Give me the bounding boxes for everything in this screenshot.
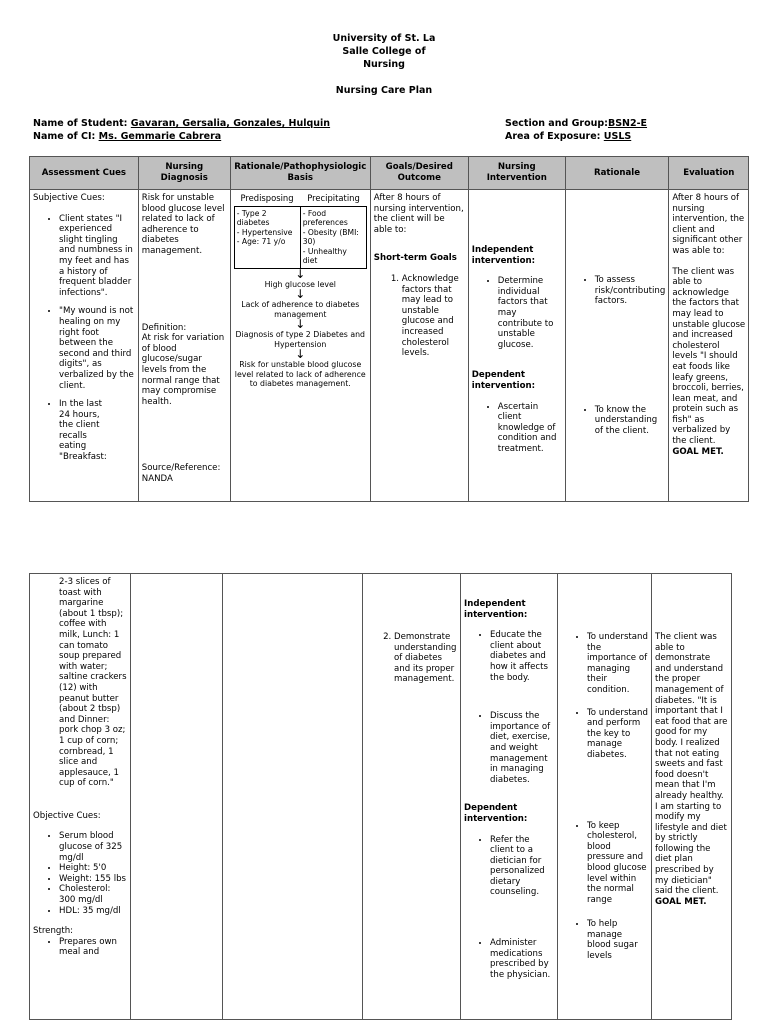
- intervention-3: • Educate the client about diabetes and how it affects the body.: [490, 630, 554, 683]
- evaluation-intro: After 8 hours of nursing intervention, the client and significant other was able to:: [672, 193, 745, 256]
- flow-step-1: High glucose level: [264, 279, 336, 289]
- flow-arrow-icon: ↓: [295, 317, 306, 332]
- dependent-intervention-label: Dependent intervention:: [464, 803, 528, 824]
- goal-met-1: GOAL MET.: [672, 446, 724, 457]
- objective-cue-4: • Cholesterol: 300 mg/dl: [59, 884, 127, 905]
- flow-step-2: Lack of adherence to diabetes management: [241, 300, 360, 319]
- precipitating-label: Precipitating: [307, 193, 360, 203]
- evaluation-cell-cont: [652, 574, 732, 1020]
- predisposing-factor-2: - Hypertensive: [236, 227, 293, 237]
- intervention-5: • Refer the client to a dietician for personalized dietary counseling.: [490, 835, 554, 899]
- predisposing-factor-1: - Type 2 diabetes: [236, 208, 270, 228]
- precipitating-factor-3: - Unhealthy diet: [302, 246, 347, 266]
- university-name-line3: Nursing: [363, 59, 405, 70]
- source-label: Source/Reference:: [141, 463, 221, 474]
- predisposing-factor-3: - Age: 71 y/o: [236, 237, 286, 247]
- rationale-4: • To understand and perform the key to manage diabetes.: [587, 708, 648, 761]
- assessment-cell: [30, 190, 139, 502]
- dependent-intervention-label: Dependent intervention:: [471, 370, 536, 391]
- definition-label: Definition:: [141, 322, 187, 333]
- independent-intervention-label: Independent intervention:: [464, 599, 528, 620]
- university-name-line2: Salle College of: [342, 46, 426, 57]
- intervention-4: • Discuss the importance of diet, exercise, and weight management in managing diabetes.: [490, 711, 554, 785]
- short-term-goals-label: Short-term Goals: [373, 253, 457, 264]
- objective-cue-2: • Height: 5'0: [59, 863, 127, 874]
- care-plan-table-page2: [29, 573, 732, 1020]
- flow-arrow-icon: ↓: [295, 266, 306, 281]
- intervention-cell-cont: [461, 574, 558, 1020]
- section-row: [505, 118, 647, 130]
- subjective-label: Subjective Cues:: [33, 193, 105, 203]
- student-name-row: [33, 118, 330, 130]
- subjective-cue-3: • In the last 24 hours, the client recalls eating "Breakfast:: [59, 399, 135, 463]
- strength-label: Strength:: [33, 926, 74, 937]
- care-plan-table-page1: [29, 156, 749, 502]
- evaluation-cell: [669, 190, 749, 502]
- predisposing-label: Predisposing: [240, 193, 294, 203]
- evaluation-1: The client was able to acknowledge the factors that may lead to unstable glucose and increased cholesterol levels "I should eat foods like leafy greens, broccoli, berries, lean meat, and protein such as fish" as verbalized by the client.: [672, 266, 746, 447]
- col-header-pathophysiology: Rationale/Pathophysiologic Basis: [230, 157, 370, 190]
- subjective-cue-1: • Client states "I experienced slight tingling and numbness in my feet and has a history of frequent bladder infections".: [59, 214, 135, 299]
- ci-label: Name of CI:: [33, 131, 96, 142]
- rationale-1: • To assess risk/contributing factors.: [595, 275, 666, 307]
- independent-intervention-label: Independent intervention:: [471, 245, 536, 266]
- goal-intro: After 8 hours of nursing intervention, the client will be able to:: [373, 193, 464, 235]
- strength-1: • Prepares own meal and: [59, 937, 127, 958]
- ci-value: Ms. Gemmarie Cabrera: [98, 131, 222, 142]
- area-label: Area of Exposure:: [505, 131, 601, 142]
- col-header-assessment: Assessment Cues: [30, 157, 139, 190]
- section-label: Section and Group:: [505, 118, 608, 129]
- col-header-diagnosis: Nursing Diagnosis: [138, 157, 230, 190]
- rationale-cell: [565, 190, 669, 502]
- precipitating-factor-2: - Obesity (BMI: 30): [302, 227, 359, 247]
- objective-cue-5: • HDL: 35 mg/dl: [59, 906, 127, 917]
- objective-cue-3: • Weight: 155 lbs: [59, 874, 127, 885]
- rationale-6: • To help manage blood sugar levels: [587, 919, 648, 961]
- ci-name-row: [33, 131, 221, 143]
- definition-text: At risk for variation of blood glucose/sugar levels from the normal range that may compromise health.: [141, 333, 225, 407]
- university-name-line1: University of St. La: [332, 33, 436, 44]
- diagnosis-cell: [138, 190, 230, 502]
- goals-cell-cont: [363, 574, 461, 1020]
- col-header-intervention: Nursing Intervention: [468, 157, 565, 190]
- student-value: Gavaran, Gersalia, Gonzales, Hulquin: [130, 118, 331, 129]
- precipitating-factor-1: - Food preferences: [302, 208, 348, 228]
- col-header-evaluation: Evaluation: [669, 157, 749, 190]
- flow-arrow-icon: ↓: [295, 287, 306, 302]
- diagnosis-cell-cont: [131, 574, 223, 1020]
- rationale-cell-cont: [558, 574, 652, 1020]
- pathophysiology-cell-cont: [223, 574, 363, 1020]
- assessment-cell-cont: [30, 574, 131, 1020]
- subjective-cue-2: • "My wound is not healing on my right foot between the second and third digits", as verbalized by the client.: [59, 306, 135, 391]
- goal-met-2: GOAL MET.: [655, 896, 707, 907]
- document-title: Nursing Care Plan: [335, 85, 433, 96]
- objective-cue-1: • Serum blood glucose of 325 mg/dl: [59, 831, 127, 863]
- factors-box: [234, 206, 367, 269]
- student-label: Name of Student:: [33, 118, 128, 129]
- flow-arrow-icon: ↓: [295, 347, 306, 362]
- intervention-cell: [468, 190, 565, 502]
- rationale-5: • To keep cholesterol, blood pressure and blood glucose level within the normal range: [587, 821, 648, 906]
- evaluation-2: The client was able to demonstrate and understand the proper management of diabetes. "It is important that I eat food that are good for my body. I realized that not eating sweets and fast food doesn't mean that I'm already healthy. I am starting to modify my lifestyle and diet by strictly following the diet plan prescribed by my dietician" said the client.: [655, 632, 728, 897]
- intervention-6: • Administer medications prescribed by the physician.: [490, 938, 554, 980]
- goals-cell: [370, 190, 468, 502]
- goal-1: 1. Acknowledge factors that may lead to unstable glucose and increased cholesterol levels.: [402, 274, 465, 359]
- flow-step-3: Diagnosis of type 2 Diabetes and Hypertension: [235, 330, 365, 349]
- flow-step-4: Risk for unstable blood glucose level related to lack of adherence to diabetes management.: [234, 360, 366, 389]
- col-header-goals: Goals/Desired Outcome: [370, 157, 468, 190]
- col-header-rationale: Rationale: [565, 157, 669, 190]
- goal-2: 2. Demonstrate understanding of diabetes and its proper management.: [394, 632, 457, 685]
- area-value: USLS: [603, 131, 632, 142]
- objective-label: Objective Cues:: [33, 810, 101, 821]
- subjective-cue-3-cont: 2-3 slices of toast with margarine (about 1 tbsp); coffee with milk, Lunch: 1 can tomato soup prepared with water; saltine crackers (12) with peanut butter (about 2 tbsp) and Dinner: pork chop 3 oz; 1 cup of corn; cornbread, 1 slice and applesauce, 1 cup of corn.": [59, 577, 127, 789]
- rationale-2: • To know the understanding of the client.: [595, 405, 666, 437]
- source-text: NANDA: [141, 473, 173, 484]
- area-row: [505, 131, 631, 143]
- rationale-3: • To understand the importance of managing their condition.: [587, 632, 648, 696]
- intervention-1: • Determine individual factors that may contribute to unstable glucose.: [498, 276, 562, 350]
- diagnosis-text: Risk for unstable blood glucose level related to lack of adherence to diabetes management.: [141, 193, 225, 256]
- intervention-2: • Ascertain client knowledge of condition and treatment.: [498, 402, 562, 455]
- pathophysiology-cell: [230, 190, 370, 502]
- section-value: BSN2-E: [607, 118, 648, 129]
